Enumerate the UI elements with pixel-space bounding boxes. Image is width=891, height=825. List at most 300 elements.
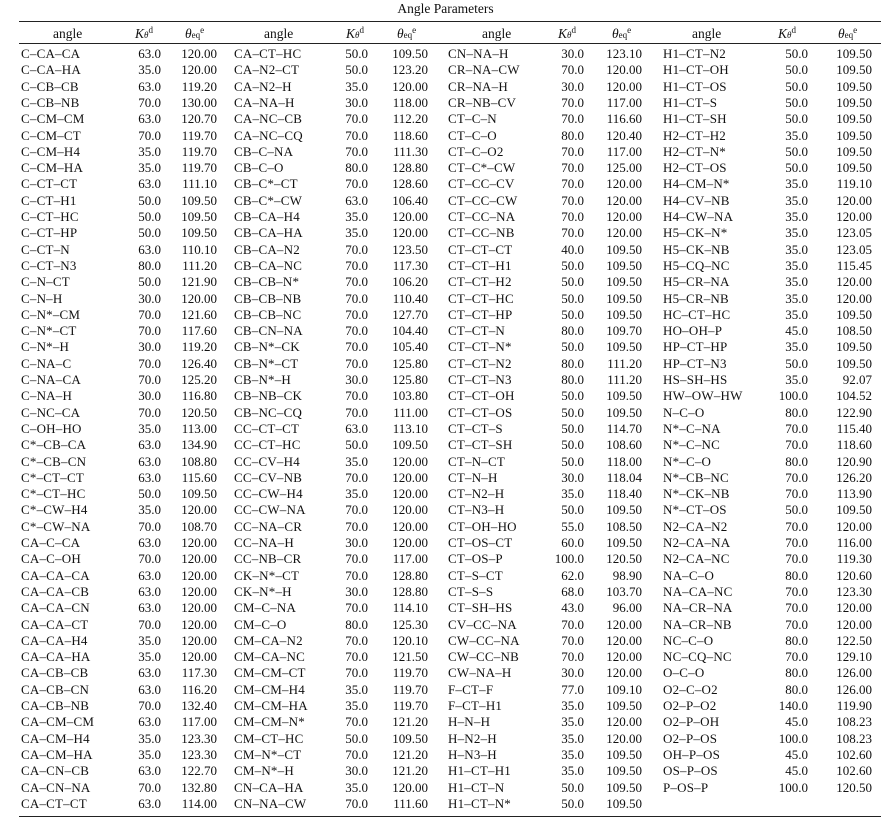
theta-eq-cell: 119.90: [836, 698, 872, 713]
theta-eq-cell: 120.00: [606, 714, 642, 730]
angle-cell: C–NC–CA: [21, 404, 81, 420]
table-row: [0, 731, 891, 747]
angle-cell: CT–CT–N: [448, 323, 506, 339]
table-row: [0, 649, 891, 665]
theta-eq-cell: 126.00: [836, 665, 872, 681]
angle-cell: HO–OH–P: [663, 323, 723, 339]
angle-cell: N2–CA–NC: [663, 551, 730, 567]
theta-eq-cell: 123.10: [606, 46, 642, 61]
table-row: [0, 176, 891, 192]
theta-eq-cell: 108.50: [836, 323, 872, 339]
theta-eq-cell: 118.04: [606, 469, 642, 485]
angle-cell: CM–CM–N*: [234, 714, 305, 730]
k-theta-cell: 63.0: [345, 420, 368, 436]
table-row: [0, 682, 891, 698]
angle-cell: CB–CN–NA: [234, 323, 303, 339]
angle-cell: C–CM–CT: [21, 127, 81, 143]
angle-cell: CT–CT–SH: [448, 437, 513, 453]
k-theta-cell: 70.0: [345, 551, 368, 567]
k-theta-cell: 45.0: [785, 714, 808, 730]
table-row: [0, 421, 891, 437]
k-theta-cell: 80.0: [561, 323, 584, 339]
table-row: [0, 780, 891, 796]
angle-cell: H5–CR–NA: [663, 274, 730, 290]
k-theta-cell: 80.0: [561, 372, 584, 387]
angle-cell: H1–CT–OH: [663, 62, 729, 78]
k-theta-cell: 35.0: [785, 241, 808, 257]
angle-cell: CT–OS–CT: [448, 535, 513, 550]
angle-cell: C*–CT–CT: [21, 469, 84, 485]
k-theta-cell: 35.0: [138, 160, 161, 176]
k-theta-cell: 50.0: [561, 453, 584, 469]
theta-eq-cell: 120.00: [836, 600, 872, 616]
angle-cell: CN–CA–HA: [234, 779, 304, 795]
angle-cell: C–NA–CA: [21, 372, 81, 387]
table-row: [0, 470, 891, 486]
theta-eq-cell: 125.30: [392, 616, 428, 632]
k-theta-cell: 70.0: [345, 502, 368, 518]
theta-eq-cell: 119.70: [181, 160, 217, 176]
k-theta-cell: 43.0: [561, 600, 584, 616]
k-theta-cell: 63.0: [138, 241, 161, 257]
angle-cell: CT–CT–S: [448, 420, 503, 436]
k-theta-cell: 70.0: [561, 632, 584, 648]
k-theta-cell: 70.0: [561, 192, 584, 208]
theta-eq-cell: 109.50: [836, 78, 872, 94]
angle-cell: N*–C–NA: [663, 420, 721, 436]
k-theta-cell: 70.0: [785, 518, 808, 534]
k-theta-cell: 63.0: [138, 78, 161, 94]
k-theta-cell: 63.0: [138, 535, 161, 550]
angle-cell: H4–CM–N*: [663, 176, 730, 192]
k-theta-cell: 30.0: [345, 94, 368, 110]
angle-cell: CA–CM–CM: [21, 714, 95, 730]
angle-cell: H1–CT–S: [663, 94, 718, 110]
k-theta-cell: 50.0: [561, 274, 584, 290]
theta-eq-cell: 109.50: [606, 763, 642, 779]
table-row: [0, 617, 891, 633]
angle-cell: CT–CC–NB: [448, 225, 515, 241]
theta-eq-cell: 121.90: [181, 274, 217, 290]
k-theta-cell: 100.0: [778, 779, 808, 795]
header-angle: angle: [264, 26, 294, 41]
angle-cell: CM–N*–CT: [234, 746, 302, 762]
angle-cell: CA–CB–NB: [21, 698, 90, 713]
k-theta-cell: 63.0: [138, 795, 161, 811]
k-theta-cell: 35.0: [785, 192, 808, 208]
table-row: [0, 339, 891, 355]
theta-eq-cell: 123.20: [392, 62, 428, 78]
angle-cell: CA–C–OH: [21, 551, 81, 567]
angle-cell: CA–CN–CB: [21, 763, 90, 779]
angle-cell: CW–CC–NA: [448, 632, 520, 648]
k-theta-cell: 50.0: [785, 111, 808, 127]
k-theta-cell: 50.0: [561, 290, 584, 306]
k-theta-cell: 50.0: [561, 257, 584, 273]
k-theta-cell: 70.0: [138, 518, 161, 534]
theta-eq-cell: 120.00: [606, 176, 642, 192]
theta-eq-cell: 123.05: [836, 225, 872, 241]
k-theta-cell: 35.0: [785, 274, 808, 290]
header-angle: angle: [692, 26, 722, 41]
theta-eq-cell: 118.60: [392, 127, 428, 143]
theta-eq-cell: 117.00: [392, 551, 428, 567]
angle-cell: CN–NA–CW: [234, 795, 307, 811]
k-theta-cell: 70.0: [561, 649, 584, 665]
k-theta-cell: 70.0: [345, 746, 368, 762]
k-theta-cell: 70.0: [561, 111, 584, 127]
angle-cell: H1–CT–N: [448, 779, 505, 795]
theta-eq-cell: 120.00: [181, 502, 217, 518]
k-theta-cell: 70.0: [785, 535, 808, 550]
k-theta-cell: 70.0: [561, 94, 584, 110]
angle-cell: CA–N2–CT: [234, 62, 300, 78]
k-theta-cell: 50.0: [561, 306, 584, 322]
theta-eq-cell: 123.30: [836, 583, 872, 599]
table-row: [0, 79, 891, 95]
theta-eq-cell: 109.50: [181, 225, 217, 241]
k-theta-cell: 35.0: [785, 372, 808, 387]
angle-cell: C–CT–N: [21, 241, 70, 257]
theta-eq-cell: 120.00: [836, 209, 872, 224]
theta-eq-cell: 120.00: [836, 290, 872, 306]
k-theta-cell: 30.0: [345, 372, 368, 387]
angle-cell: CR–NB–CV: [448, 94, 517, 110]
angle-cell: CC–CW–H4: [234, 486, 303, 502]
theta-eq-cell: 113.00: [181, 420, 217, 436]
k-theta-cell: 35.0: [785, 290, 808, 306]
k-theta-cell: 35.0: [345, 453, 368, 469]
theta-eq-cell: 117.00: [606, 94, 642, 110]
angle-cell: CC–NB–CR: [234, 551, 302, 567]
top-rule: [19, 21, 881, 22]
theta-eq-cell: 109.50: [836, 160, 872, 176]
k-theta-cell: 30.0: [561, 469, 584, 485]
k-theta-cell: 30.0: [138, 290, 161, 306]
theta-eq-cell: 108.70: [181, 518, 217, 534]
table-row: [0, 796, 891, 812]
angle-cell: H1–CT–SH: [663, 111, 727, 127]
angle-cell: CT–CT–H2: [448, 274, 512, 290]
k-theta-cell: 70.0: [345, 518, 368, 534]
k-theta-cell: 50.0: [561, 388, 584, 404]
k-theta-cell: 63.0: [138, 714, 161, 730]
theta-eq-cell: 113.90: [836, 486, 872, 502]
theta-eq-cell: 109.50: [606, 746, 642, 762]
k-theta-cell: 50.0: [785, 62, 808, 78]
k-theta-cell: 45.0: [785, 746, 808, 762]
k-theta-cell: 50.0: [785, 502, 808, 518]
table-row: [0, 62, 891, 78]
theta-eq-cell: 123.30: [181, 746, 217, 762]
k-theta-cell: 68.0: [561, 583, 584, 599]
k-theta-cell: 70.0: [785, 583, 808, 599]
angle-cell: CA–CT–CT: [21, 795, 87, 811]
angle-cell: CT–OH–HO: [448, 518, 517, 534]
header-angle: angle: [53, 26, 83, 41]
theta-eq-cell: 120.00: [181, 46, 217, 61]
angle-cell: H5–CQ–NC: [663, 257, 730, 273]
k-theta-cell: 80.0: [785, 453, 808, 469]
theta-eq-cell: 116.60: [606, 111, 642, 127]
angle-cell: CT–S–CT: [448, 567, 503, 583]
theta-eq-cell: 109.50: [836, 306, 872, 322]
angle-cell: C*–CT–HC: [21, 486, 86, 502]
k-theta-cell: 30.0: [138, 339, 161, 355]
header-angle: angle: [482, 26, 512, 41]
angle-cell: C–CM–HA: [21, 160, 84, 176]
theta-eq-cell: 108.50: [606, 518, 642, 534]
k-theta-cell: 30.0: [138, 388, 161, 404]
angle-cell: C–NA–H: [21, 388, 73, 404]
k-theta-cell: 70.0: [345, 714, 368, 730]
k-theta-cell: 35.0: [561, 698, 584, 713]
theta-eq-cell: 109.50: [181, 192, 217, 208]
table-row: [0, 535, 891, 551]
theta-eq-cell: 118.40: [606, 486, 642, 502]
angle-cell: CB–C–NA: [234, 143, 294, 159]
angle-cell: CT–CT–N2: [448, 355, 512, 371]
theta-eq-cell: 118.60: [836, 437, 872, 453]
k-theta-cell: 35.0: [561, 746, 584, 762]
k-theta-cell: 70.0: [345, 600, 368, 616]
theta-eq-cell: 128.80: [392, 583, 428, 599]
k-theta-cell: 70.0: [345, 649, 368, 665]
k-theta-cell: 140.0: [778, 698, 808, 713]
k-theta-cell: 80.0: [138, 257, 161, 273]
angle-cell: C*–CB–CN: [21, 453, 87, 469]
angle-cell: CT–S–S: [448, 583, 494, 599]
theta-eq-cell: 120.00: [836, 192, 872, 208]
angle-cell: HP–CT–HP: [663, 339, 728, 355]
angle-cell: N*–C–O: [663, 453, 712, 469]
angle-cell: C–CM–H4: [21, 143, 81, 159]
theta-eq-cell: 109.50: [606, 274, 642, 290]
theta-eq-cell: 120.00: [606, 209, 642, 224]
k-theta-cell: 35.0: [138, 746, 161, 762]
theta-eq-cell: 120.00: [392, 225, 428, 241]
k-theta-cell: 70.0: [785, 600, 808, 616]
theta-eq-cell: 109.50: [606, 698, 642, 713]
theta-eq-cell: 108.80: [181, 453, 217, 469]
k-theta-cell: 30.0: [561, 665, 584, 681]
theta-eq-cell: 109.50: [606, 535, 642, 550]
k-theta-cell: 35.0: [138, 730, 161, 746]
k-theta-cell: 63.0: [345, 192, 368, 208]
angle-cell: CA–CB–CN: [21, 681, 90, 697]
k-theta-cell: 35.0: [345, 698, 368, 713]
theta-eq-cell: 109.50: [606, 388, 642, 404]
theta-eq-cell: 120.50: [606, 551, 642, 567]
angle-cell: O2–P–O2: [663, 698, 717, 713]
theta-eq-cell: 122.50: [836, 632, 872, 648]
k-theta-cell: 30.0: [345, 583, 368, 599]
table-row: [0, 454, 891, 470]
k-theta-cell: 35.0: [561, 714, 584, 730]
angle-cell: CK–N*–CT: [234, 567, 300, 583]
angle-cell: O2–P–OH: [663, 714, 720, 730]
angle-cell: CB–C–O: [234, 160, 284, 176]
theta-eq-cell: 115.60: [181, 469, 217, 485]
angle-cell: CA–CM–H4: [21, 730, 90, 746]
k-theta-cell: 35.0: [785, 339, 808, 355]
theta-eq-cell: 120.00: [181, 632, 217, 648]
k-theta-cell: 70.0: [561, 616, 584, 632]
theta-eq-cell: 109.50: [606, 502, 642, 518]
k-theta-cell: 70.0: [345, 111, 368, 127]
angle-cell: CM–CM–HA: [234, 698, 308, 713]
theta-eq-cell: 110.40: [392, 290, 428, 306]
header-theta-eq: $\theta_{eq}^e$: [838, 25, 858, 41]
k-theta-cell: 63.0: [138, 46, 161, 61]
k-theta-cell: 80.0: [785, 567, 808, 583]
k-theta-cell: 70.0: [138, 127, 161, 143]
angle-cell: C*–CW–H4: [21, 502, 88, 518]
theta-eq-cell: 120.40: [606, 127, 642, 143]
k-theta-cell: 50.0: [561, 339, 584, 355]
theta-eq-cell: 109.50: [392, 730, 428, 746]
theta-eq-cell: 120.00: [606, 665, 642, 681]
k-theta-cell: 70.0: [345, 355, 368, 371]
table-row: [0, 46, 891, 62]
theta-eq-cell: 104.52: [836, 388, 872, 404]
theta-eq-cell: 130.00: [181, 94, 217, 110]
angle-cell: CT–CT–HC: [448, 290, 514, 306]
k-theta-cell: 70.0: [785, 420, 808, 436]
k-theta-cell: 63.0: [138, 681, 161, 697]
theta-eq-cell: 128.80: [392, 160, 428, 176]
header-k-theta: $K_\theta^d$: [135, 25, 153, 41]
theta-eq-cell: 119.70: [392, 665, 428, 681]
k-theta-cell: 60.0: [561, 535, 584, 550]
theta-eq-cell: 121.20: [392, 746, 428, 762]
angle-cell: C–CA–CA: [21, 46, 81, 61]
angle-cell: H4–CV–NB: [663, 192, 730, 208]
k-theta-cell: 35.0: [138, 420, 161, 436]
k-theta-cell: 50.0: [785, 160, 808, 176]
theta-eq-cell: 128.80: [392, 567, 428, 583]
theta-eq-cell: 132.80: [181, 779, 217, 795]
k-theta-cell: 70.0: [138, 355, 161, 371]
angle-cell: CT–SH–HS: [448, 600, 513, 616]
k-theta-cell: 70.0: [138, 94, 161, 110]
table-row: [0, 356, 891, 372]
angle-cell: CT–CT–OH: [448, 388, 515, 404]
theta-eq-cell: 98.90: [612, 567, 642, 583]
angle-cell: H–N2–H: [448, 730, 497, 746]
angle-cell: CM–CM–H4: [234, 681, 305, 697]
theta-eq-cell: 126.40: [181, 355, 217, 371]
angle-cell: CT–C–O2: [448, 143, 504, 159]
angle-cell: CB–CA–N2: [234, 241, 300, 257]
theta-eq-cell: 120.00: [392, 469, 428, 485]
theta-eq-cell: 120.00: [181, 616, 217, 632]
k-theta-cell: 70.0: [345, 306, 368, 322]
table-row: [0, 568, 891, 584]
k-theta-cell: 70.0: [345, 290, 368, 306]
theta-eq-cell: 119.10: [836, 176, 872, 192]
k-theta-cell: 70.0: [785, 551, 808, 567]
k-theta-cell: 50.0: [138, 225, 161, 241]
table-row: [0, 323, 891, 339]
theta-eq-cell: 102.60: [836, 763, 872, 779]
theta-eq-cell: 120.00: [392, 209, 428, 224]
theta-eq-cell: 114.00: [181, 795, 217, 811]
k-theta-cell: 35.0: [138, 649, 161, 665]
table-row: [0, 274, 891, 290]
k-theta-cell: 35.0: [785, 257, 808, 273]
k-theta-cell: 35.0: [138, 502, 161, 518]
k-theta-cell: 40.0: [561, 241, 584, 257]
angle-cell: CB–CB–N*: [234, 274, 300, 290]
k-theta-cell: 50.0: [138, 209, 161, 224]
angle-cell: NA–C–O: [663, 567, 715, 583]
angle-cell: HS–SH–HS: [663, 372, 728, 387]
angle-cell: CR–NA–H: [448, 78, 508, 94]
theta-eq-cell: 120.00: [606, 730, 642, 746]
theta-eq-cell: 121.20: [392, 714, 428, 730]
bottom-rule: [19, 816, 881, 817]
angle-cell: HW–OW–HW: [663, 388, 743, 404]
angle-cell: CB–CA–NC: [234, 257, 303, 273]
angle-cell: CT–CC–NA: [448, 209, 516, 224]
angle-cell: CT–C*–CW: [448, 160, 516, 176]
theta-eq-cell: 120.00: [181, 551, 217, 567]
theta-eq-cell: 109.50: [606, 339, 642, 355]
k-theta-cell: 50.0: [561, 420, 584, 436]
angle-cell: H5–CR–NB: [663, 290, 729, 306]
k-theta-cell: 63.0: [138, 469, 161, 485]
angle-cell: CB–N*–CT: [234, 355, 299, 371]
header-theta-eq: $\theta_{eq}^e$: [185, 25, 205, 41]
theta-eq-cell: 111.20: [607, 355, 642, 371]
k-theta-cell: 50.0: [345, 730, 368, 746]
k-theta-cell: 70.0: [138, 372, 161, 387]
k-theta-cell: 50.0: [785, 355, 808, 371]
k-theta-cell: 35.0: [345, 486, 368, 502]
angle-cell: H5–CK–NB: [663, 241, 730, 257]
table-row: [0, 242, 891, 258]
table-row: [0, 763, 891, 779]
k-theta-cell: 70.0: [345, 632, 368, 648]
theta-eq-cell: 106.20: [392, 274, 428, 290]
k-theta-cell: 70.0: [785, 486, 808, 502]
angle-cell: CM–CM–CT: [234, 665, 306, 681]
theta-eq-cell: 116.00: [836, 535, 872, 550]
theta-eq-cell: 120.70: [181, 111, 217, 127]
k-theta-cell: 50.0: [345, 46, 368, 61]
theta-eq-cell: 109.50: [392, 437, 428, 453]
angle-cell: CA–CM–HA: [21, 746, 93, 762]
k-theta-cell: 50.0: [785, 46, 808, 61]
angle-cell: CA–CT–HC: [234, 46, 302, 61]
theta-eq-cell: 120.00: [181, 535, 217, 550]
theta-eq-cell: 120.00: [392, 502, 428, 518]
theta-eq-cell: 113.10: [392, 420, 428, 436]
angle-cell: N2–CA–NA: [663, 535, 731, 550]
theta-eq-cell: 120.00: [181, 649, 217, 665]
k-theta-cell: 80.0: [785, 681, 808, 697]
table-caption: Angle Parameters: [397, 1, 494, 16]
angle-cell: CB–N*–H: [234, 372, 292, 387]
theta-eq-cell: 119.30: [836, 551, 872, 567]
k-theta-cell: 70.0: [345, 388, 368, 404]
angle-cell: CA–CN–NA: [21, 779, 91, 795]
table-row: [0, 502, 891, 518]
theta-eq-cell: 120.00: [392, 78, 428, 94]
angle-cell: CT–CT–N3: [448, 372, 512, 387]
angle-cell: F–CT–H1: [448, 698, 503, 713]
